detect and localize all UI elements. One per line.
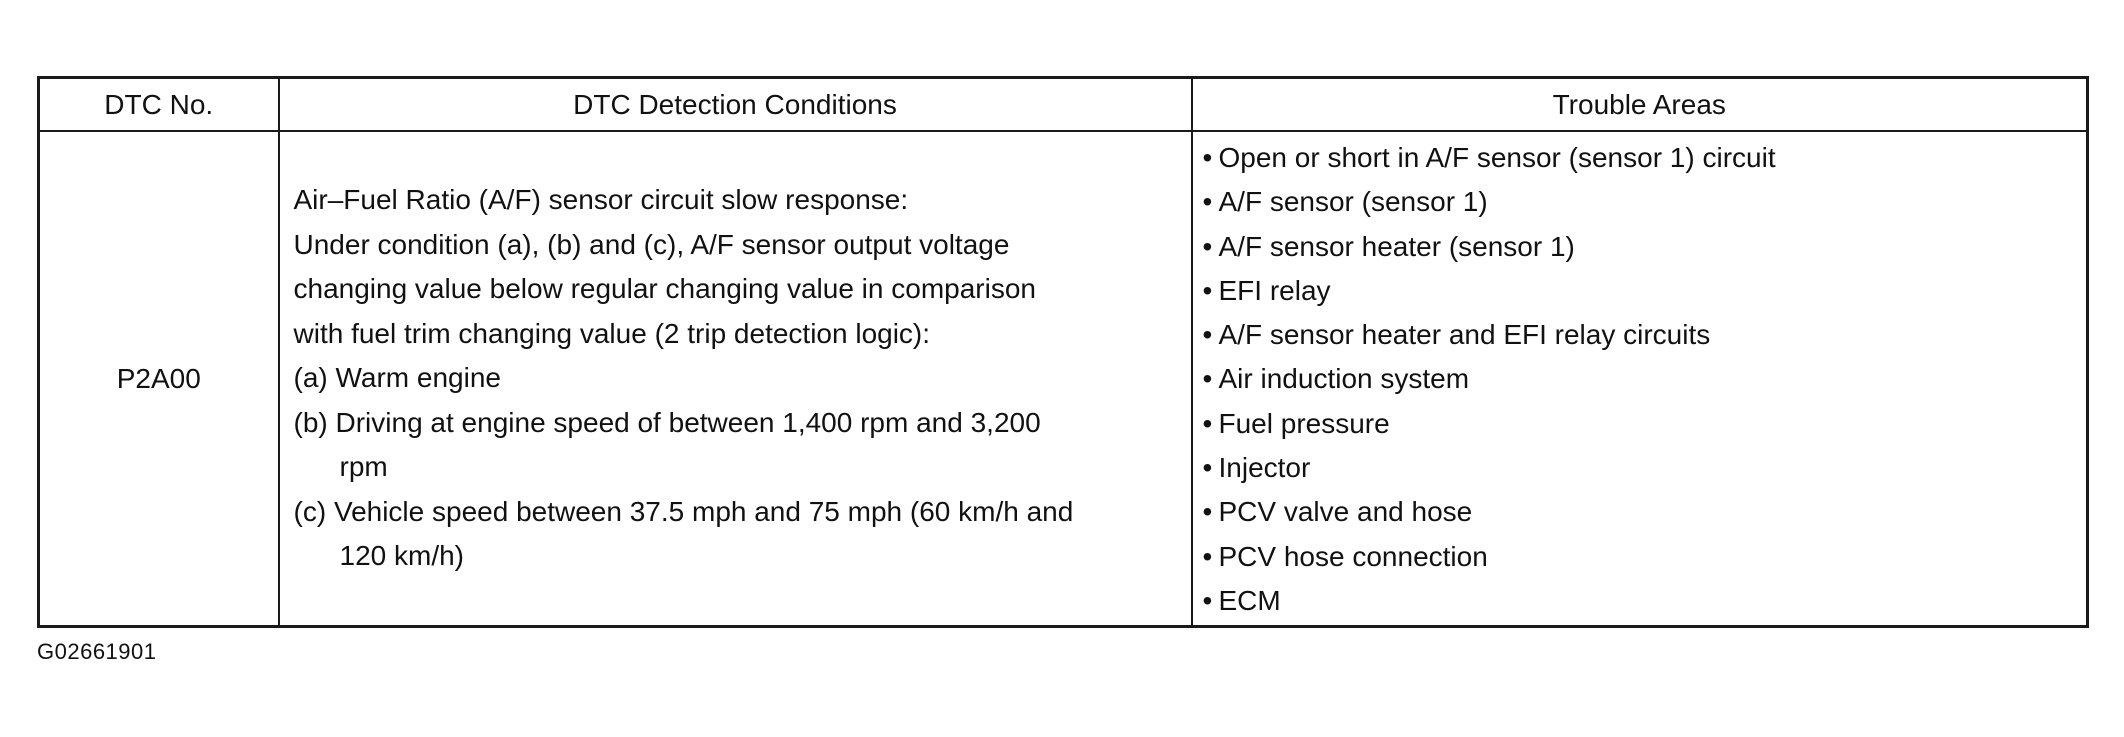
trouble-area-text: PCV hose connection [1218,540,1488,572]
condition-item-continuation: rpm [339,451,388,483]
list-item [1203,402,2087,446]
condition-item-label: (a) [293,362,328,394]
dtc-code-cell: P2A00 [39,131,279,627]
list-item [1203,313,2087,357]
table-header-row [39,78,2088,132]
condition-item-b [294,401,1181,490]
list-item [1203,269,2087,313]
bullet-icon: • [1202,540,1213,572]
bullet-icon: • [1202,452,1213,484]
trouble-area-text: Injector [1218,452,1311,484]
figure-code: G02661901 [37,639,157,664]
list-item [1203,136,2087,180]
list-item [1203,535,2087,579]
condition-item-text: Vehicle speed between 37.5 mph and 75 mph (60 km/h and [333,495,1074,527]
condition-line: Air–Fuel Ratio (A/F) sensor circuit slow response: [293,184,909,216]
condition-item-label: (c) [293,495,327,527]
table-row [39,131,2088,627]
trouble-area-text: Open or short in A/F sensor (sensor 1) circuit [1218,142,1776,173]
dtc-table [37,76,2089,628]
bullet-icon: • [1202,142,1213,173]
trouble-area-text: A/F sensor heater (sensor 1) [1218,230,1575,262]
trouble-areas-cell [1192,131,2088,627]
condition-item-text: Driving at engine speed of between 1,400 rpm and 3,200 [335,406,1041,438]
bullet-icon: • [1202,407,1213,439]
condition-line: with fuel trim changing value (2 trip detection logic): [293,317,931,349]
detection-conditions-cell [279,131,1192,627]
condition-item-label: (b) [293,406,328,438]
bullet-icon: • [1202,274,1213,306]
bullet-icon: • [1202,186,1213,218]
list-item [1203,446,2087,490]
bullet-icon: • [1202,363,1213,395]
trouble-area-text: EFI relay [1218,274,1331,306]
header-trouble-areas: Trouble Areas [1192,78,2088,132]
bullet-icon: • [1202,496,1213,528]
trouble-area-text: A/F sensor (sensor 1) [1218,186,1488,218]
condition-line: changing value below regular changing value in comparison [293,273,1036,305]
header-dtc-no: DTC No. [39,78,279,132]
trouble-area-text: A/F sensor heater and EFI relay circuits [1218,319,1711,351]
bullet-icon: • [1202,230,1213,262]
condition-line: Under condition (a), (b) and (c), A/F sensor output voltage [293,228,1010,260]
list-item [1203,490,2087,534]
list-item [1203,180,2087,224]
bullet-icon: • [1202,584,1213,616]
trouble-area-text: Air induction system [1218,363,1470,395]
list-item [1203,225,2087,269]
condition-item-a [294,356,1181,401]
condition-item-c [294,490,1181,579]
trouble-area-text: ECM [1218,584,1281,616]
trouble-area-text: PCV valve and hose [1218,496,1473,528]
bullet-icon: • [1202,319,1213,351]
condition-item-continuation: 120 km/h) [339,540,464,572]
condition-item-text: Warm engine [335,362,501,394]
header-detection-conditions: DTC Detection Conditions [279,78,1192,132]
trouble-area-text: Fuel pressure [1218,407,1390,439]
list-item [1203,357,2087,401]
list-item [1203,579,2087,623]
